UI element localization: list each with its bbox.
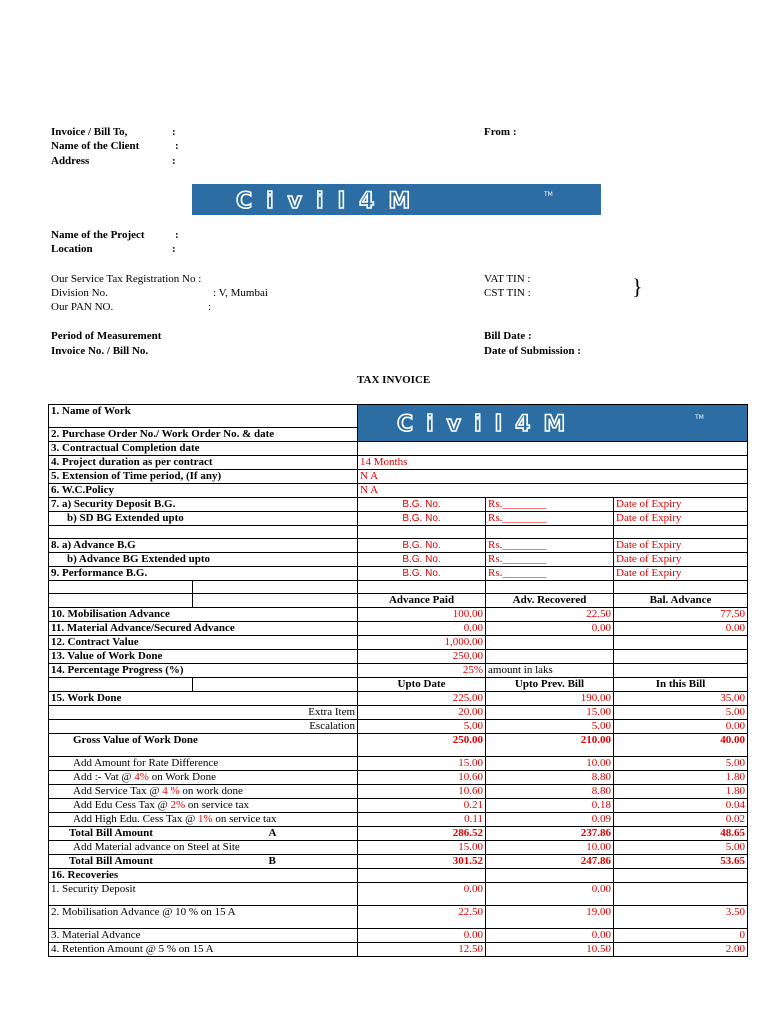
label-part: on service tax <box>185 799 249 811</box>
row-label: b) SD BG Extended upto <box>49 512 358 526</box>
expiry-label: Date of Expiry <box>614 498 748 512</box>
rate-percent: 1% <box>197 813 213 825</box>
table-row <box>49 553 748 567</box>
row-letter: A <box>193 827 358 841</box>
value: 0.04 <box>614 799 748 813</box>
value: 3.50 <box>614 906 748 929</box>
bg-no: B.G. No. <box>358 498 486 512</box>
col-header: Bal. Advance <box>614 594 748 608</box>
bg-no: B.G. No. <box>358 567 486 581</box>
civil4m-logo <box>192 184 601 215</box>
table-header-row <box>49 678 748 692</box>
empty-cell <box>49 678 193 692</box>
value: 286.52 <box>358 827 486 841</box>
value: 225.00 <box>358 692 486 706</box>
colon: : <box>208 301 212 313</box>
value: 5.00 <box>614 841 748 855</box>
table-row <box>49 827 748 841</box>
empty-cell <box>193 678 358 692</box>
table-row <box>49 869 748 883</box>
table-row <box>49 442 748 456</box>
empty-cell <box>358 581 486 594</box>
rs-blank: Rs.________ <box>486 567 614 581</box>
value: 5.00 <box>614 706 748 720</box>
table-row <box>49 883 748 906</box>
empty-cell <box>614 883 748 906</box>
empty-cell <box>193 581 358 594</box>
bg-no: B.G. No. <box>358 539 486 553</box>
label-part: Add High Edu. Cess Tax @ <box>73 813 198 825</box>
expiry-label: Date of Expiry <box>614 567 748 581</box>
unit-note: amount in laks <box>486 664 614 678</box>
table-row <box>49 567 748 581</box>
duration-value: 14 Months <box>358 456 748 470</box>
table-row <box>49 692 748 706</box>
col-header: Upto Prev. Bill <box>486 678 614 692</box>
table-row <box>49 526 748 539</box>
value: 210.00 <box>486 734 614 757</box>
table-row <box>49 943 748 957</box>
bill-date-label: Bill Date : <box>484 330 532 342</box>
period-measurement-label: Period of Measurement <box>51 330 162 342</box>
table-row <box>49 512 748 526</box>
value: 100.00 <box>358 608 486 622</box>
bg-no: B.G. No. <box>358 553 486 567</box>
table-header-row <box>49 594 748 608</box>
table-row <box>49 785 748 799</box>
row-label: Gross Value of Work Done <box>49 734 358 757</box>
extension-value: N A <box>358 470 748 484</box>
empty-cell <box>486 869 614 883</box>
value: 190.00 <box>486 692 614 706</box>
civil4m-logo <box>358 405 747 441</box>
svg-text:TM: TM <box>694 414 704 421</box>
rs-blank: Rs.________ <box>486 498 614 512</box>
value: 8.80 <box>486 771 614 785</box>
svg-text:Civil4M: Civil4M <box>235 188 424 211</box>
label-part: on service tax <box>212 813 277 825</box>
col-header: Adv. Recovered <box>486 594 614 608</box>
col-header: Upto Date <box>358 678 486 692</box>
empty-cell <box>486 650 614 664</box>
empty-cell <box>614 869 748 883</box>
row-letter: B <box>193 855 358 869</box>
table-row <box>49 456 748 470</box>
table-row <box>49 929 748 943</box>
value: 5.00 <box>358 720 486 734</box>
empty-cell <box>358 526 486 539</box>
value: 10.60 <box>358 771 486 785</box>
value: 0.02 <box>614 813 748 827</box>
row-label: Total Bill Amount <box>49 827 193 841</box>
value: 22.50 <box>486 608 614 622</box>
expiry-label: Date of Expiry <box>614 553 748 567</box>
label-part: on Work Done <box>148 771 216 783</box>
civil4m-logo-mark <box>393 412 713 434</box>
rs-blank: Rs.________ <box>486 539 614 553</box>
svg-text:Civil4M: Civil4M <box>396 412 578 434</box>
row-label: 3. Contractual Completion date <box>49 442 358 456</box>
table-row <box>49 636 748 650</box>
row-label: 4. Project duration as per contract <box>49 456 358 470</box>
submission-date-label: Date of Submission : <box>484 345 581 357</box>
value: 0.18 <box>486 799 614 813</box>
value: 250.00 <box>358 734 486 757</box>
empty-cell <box>486 636 614 650</box>
cst-tin-label: CST TIN : <box>484 287 531 299</box>
value: 1.80 <box>614 771 748 785</box>
value: 0.00 <box>358 929 486 943</box>
colon: : <box>175 140 179 152</box>
expiry-label: Date of Expiry <box>614 539 748 553</box>
row-label: 15. Work Done <box>49 692 358 706</box>
value: 53.65 <box>614 855 748 869</box>
empty-cell <box>358 869 486 883</box>
value: 0.09 <box>486 813 614 827</box>
col-header: In this Bill <box>614 678 748 692</box>
row-label: Escalation <box>49 720 358 734</box>
value: 15.00 <box>358 841 486 855</box>
row-label: 1. Security Deposit <box>49 883 358 906</box>
value: 1.80 <box>614 785 748 799</box>
service-tax-reg-label: Our Service Tax Registration No : <box>51 273 202 285</box>
value: 0.11 <box>358 813 486 827</box>
value: 48.65 <box>614 827 748 841</box>
table-row <box>49 539 748 553</box>
value: 5.00 <box>486 720 614 734</box>
label-part: Add Service Tax @ <box>73 785 163 797</box>
colon: : <box>172 155 176 167</box>
table-row <box>49 813 748 827</box>
value: 301.52 <box>358 855 486 869</box>
brace-icon: } <box>632 274 643 299</box>
row-label: 8. a) Advance B.G <box>49 539 358 553</box>
table-row <box>49 720 748 734</box>
table-row <box>49 799 748 813</box>
empty-cell <box>614 526 748 539</box>
row-label: 9. Performance B.G. <box>49 567 358 581</box>
table-row <box>49 581 748 594</box>
invoice-bill-to-label: Invoice / Bill To, <box>51 126 128 138</box>
empty-cell <box>486 581 614 594</box>
row-label: 3. Material Advance <box>49 929 358 943</box>
value: 20.00 <box>358 706 486 720</box>
location-label: Location <box>51 243 93 255</box>
value: 0.00 <box>614 622 748 636</box>
value: 10.50 <box>486 943 614 957</box>
value: 15.00 <box>358 757 486 771</box>
table-row <box>49 405 748 428</box>
row-label: 10. Mobilisation Advance <box>49 608 358 622</box>
empty-cell <box>49 581 193 594</box>
row-label: 11. Material Advance/Secured Advance <box>49 622 358 636</box>
table-row <box>49 855 748 869</box>
value: 247.86 <box>486 855 614 869</box>
value: 1,000.00 <box>358 636 486 650</box>
value: 10.60 <box>358 785 486 799</box>
table-row <box>49 484 748 498</box>
colon: : <box>172 243 176 255</box>
value: 0.00 <box>486 929 614 943</box>
rate-percent: 4% <box>134 771 149 783</box>
row-label: 14. Percentage Progress (%) <box>49 664 358 678</box>
value: 0.00 <box>358 622 486 636</box>
row-label <box>49 799 358 813</box>
table-row <box>49 650 748 664</box>
project-name-label: Name of the Project <box>51 229 145 241</box>
colon: : <box>175 229 179 241</box>
row-label <box>49 771 358 785</box>
row-label: 4. Retention Amount @ 5 % on 15 A <box>49 943 358 957</box>
value-cell <box>358 442 748 456</box>
row-label: Add Amount for Rate Difference <box>49 757 358 771</box>
expiry-label: Date of Expiry <box>614 512 748 526</box>
value: 237.86 <box>486 827 614 841</box>
value: 10.00 <box>486 757 614 771</box>
vat-tin-label: VAT TIN : <box>484 273 531 285</box>
label-part: Add :- Vat @ <box>73 771 135 783</box>
table-row <box>49 608 748 622</box>
table-row <box>49 906 748 929</box>
table-row <box>49 841 748 855</box>
page-title: TAX INVOICE <box>357 374 431 386</box>
value: 77.50 <box>614 608 748 622</box>
empty-cell <box>486 526 614 539</box>
colon: : <box>172 126 176 138</box>
row-label: 13. Value of Work Done <box>49 650 358 664</box>
value: 40.00 <box>614 734 748 757</box>
rs-blank: Rs.________ <box>486 553 614 567</box>
value: 8.80 <box>486 785 614 799</box>
row-label: 1. Name of Work <box>49 405 358 428</box>
value: 2.00 <box>614 943 748 957</box>
row-label: 6. W.C.Policy <box>49 484 358 498</box>
table-row <box>49 664 748 678</box>
value: 5.00 <box>614 757 748 771</box>
row-label: b) Advance BG Extended upto <box>49 553 358 567</box>
label-part: on work done <box>179 785 243 797</box>
bg-no: B.G. No. <box>358 512 486 526</box>
value: 25% <box>358 664 486 678</box>
empty-cell <box>614 581 748 594</box>
value: 12.50 <box>358 943 486 957</box>
pan-label: Our PAN NO. <box>51 301 114 313</box>
row-label: Extra Item <box>49 706 358 720</box>
col-header: Advance Paid <box>358 594 486 608</box>
value: 35.00 <box>614 692 748 706</box>
address-label: Address <box>51 155 90 167</box>
rate-percent: 2% <box>170 799 186 811</box>
civil4m-logo-mark <box>232 189 562 211</box>
empty-cell <box>614 636 748 650</box>
division-value: : V, Mumbai <box>213 287 268 299</box>
wc-policy-value: N A <box>358 484 748 498</box>
row-label: 2. Mobilisation Advance @ 10 % on 15 A <box>49 906 358 929</box>
division-label: Division No. <box>51 287 108 299</box>
value: 22.50 <box>358 906 486 929</box>
value: 19.00 <box>486 906 614 929</box>
row-label <box>49 785 358 799</box>
label-part: Add Edu Cess Tax @ <box>73 799 171 811</box>
table-row <box>49 734 748 757</box>
value: 0 <box>614 929 748 943</box>
value: 0.00 <box>358 883 486 906</box>
table-row <box>49 470 748 484</box>
value: 0.21 <box>358 799 486 813</box>
value: 0.00 <box>486 622 614 636</box>
row-label: 16. Recoveries <box>49 869 358 883</box>
value: 0.00 <box>486 883 614 906</box>
svg-text:TM: TM <box>543 190 553 198</box>
empty-cell <box>614 650 748 664</box>
row-label: Total Bill Amount <box>49 855 193 869</box>
row-label: 2. Purchase Order No./ Work Order No. & date <box>49 428 358 442</box>
logo-cell <box>358 405 748 442</box>
client-name-label: Name of the Client <box>51 140 140 152</box>
invoice-table <box>48 404 748 957</box>
table-row <box>49 771 748 785</box>
rs-blank: Rs.________ <box>486 512 614 526</box>
table-row <box>49 706 748 720</box>
empty-cell <box>49 526 358 539</box>
table-row <box>49 622 748 636</box>
from-label: From : <box>484 126 517 138</box>
row-label: Add Material advance on Steel at Site <box>49 841 358 855</box>
empty-cell <box>614 664 748 678</box>
value: 15.00 <box>486 706 614 720</box>
row-label: 12. Contract Value <box>49 636 358 650</box>
empty-cell <box>193 594 358 608</box>
table-row <box>49 757 748 771</box>
empty-cell <box>49 594 193 608</box>
table-row <box>49 498 748 512</box>
rate-percent: 4 % <box>162 785 180 797</box>
row-label: 5. Extension of Time period, (If any) <box>49 470 358 484</box>
row-label <box>49 813 358 827</box>
invoice-number-label: Invoice No. / Bill No. <box>51 345 149 357</box>
value: 10.00 <box>486 841 614 855</box>
row-label: 7. a) Security Deposit B.G. <box>49 498 358 512</box>
value: 0.00 <box>614 720 748 734</box>
value: 250.00 <box>358 650 486 664</box>
